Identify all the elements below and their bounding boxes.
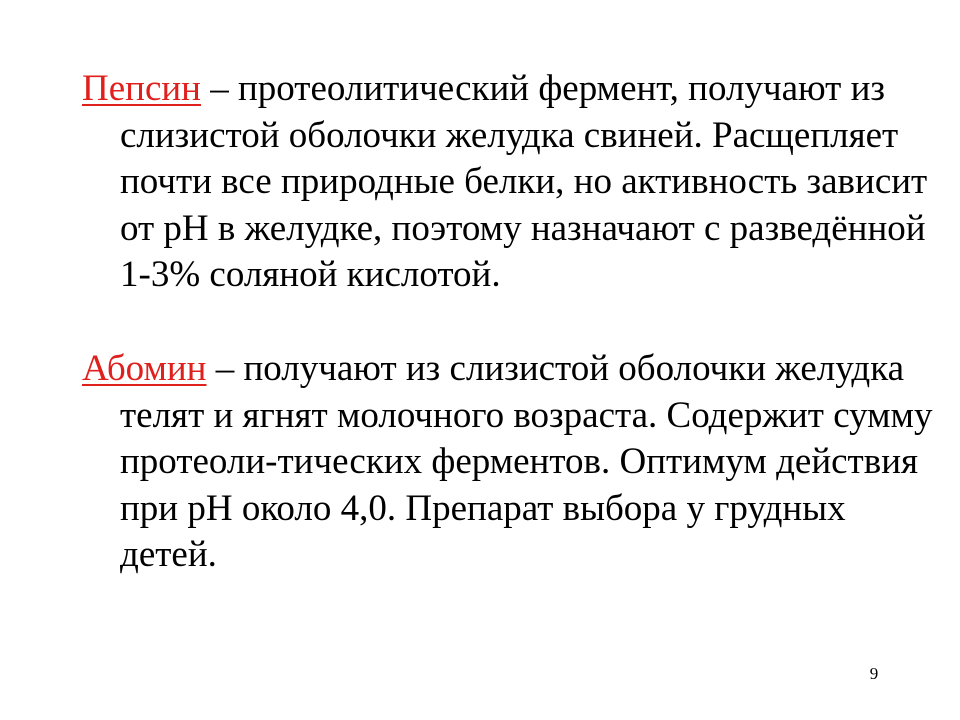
paragraph-pepsin-text: – протеолитический фермент, получают из слизистой оболочки желудка свиней. Расщепляет почти все природные белки, но активность зависит от рН в желудке, поэтому назначают с разведённой 1-3% соляной кислотой.: [120, 68, 928, 295]
page-number: 9: [869, 664, 879, 683]
paragraph-abomin: [82, 346, 940, 579]
term-link-abomin[interactable]: Абомин: [82, 348, 207, 389]
term-link-pepsin[interactable]: Пепсин: [82, 68, 201, 109]
paragraph-abomin-text: – получают из слизистой оболочки желудка телят и ягнят молочного возраста. Содержит сумму протеоли-тических ферментов. Оптимум действия при рН около 4,0. Препарат выбора у грудных детей.: [120, 348, 933, 575]
paragraph-pepsin: [82, 66, 940, 299]
